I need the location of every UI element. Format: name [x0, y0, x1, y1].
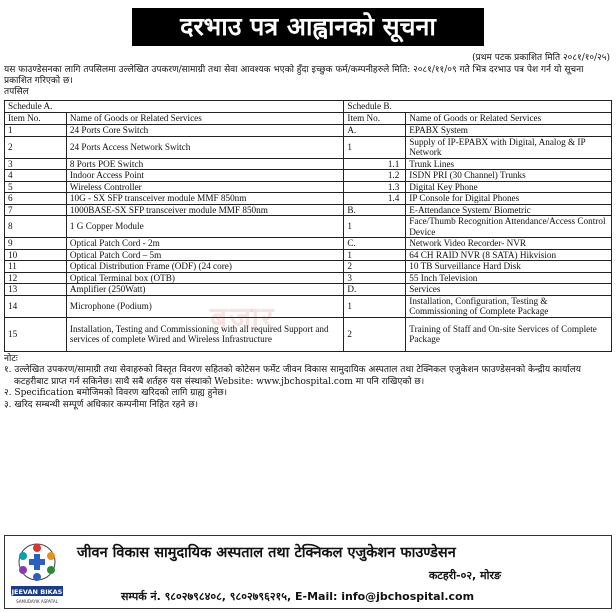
tapsil-label: तपसिल [4, 87, 29, 97]
schedule-table [4, 100, 612, 352]
notes-section [4, 354, 612, 412]
schedule-a-item-no: 12 [5, 272, 67, 284]
column-header-row [5, 113, 612, 125]
footer [4, 535, 612, 609]
schedule-b-label: Schedule B. [344, 101, 612, 113]
schedule-b-item-name: Supply of IP-EPABX with Digital, Analog & IP Network [406, 136, 612, 158]
schedule-row [5, 125, 612, 137]
schedule-a-item-name: Optical Distribution Frame (ODF) (24 core) [66, 261, 343, 273]
schedule-a-item-name: 8 Ports POE Switch [66, 158, 343, 170]
schedule-a-item-name: Optical Patch Cord – 5m [66, 249, 343, 261]
schedule-b-item-name: 10 TB Surveillance Hard Disk [406, 261, 612, 273]
schedule-a-item-no: 9 [5, 238, 67, 250]
schedule-b-item-no: D. [344, 284, 406, 296]
schedule-b-item-no: A. [344, 125, 406, 137]
schedule-b-item-name: Installation, Configuration, Testing & Commissioning of Complete Package [406, 295, 612, 317]
schedule-b-item-name: Face/Thumb Recognition Attendance/Access Control Device [406, 216, 612, 238]
organization-logo [9, 540, 65, 606]
schedule-a-label: Schedule A. [5, 101, 344, 113]
schedule-a-item-name: Amplifier (250Watt) [66, 284, 343, 296]
schedule-b-col-name: Name of Goods or Related Services [406, 113, 612, 125]
note-item: ३. खरिद सम्बन्धी सम्पूर्ण अधिकार कम्पनीमा निहित रहने छ। [4, 399, 199, 410]
schedule-b-item-name: EPABX System [406, 125, 612, 137]
schedule-b-item-no: 1 [344, 216, 406, 238]
schedule-row [5, 193, 612, 205]
notice-title: दरभाउ पत्र आह्वानको सूचना [132, 8, 484, 46]
schedule-b-item-name: 55 Inch Television [406, 272, 612, 284]
schedule-a-item-no: 3 [5, 158, 67, 170]
schedule-b-item-no: C. [344, 238, 406, 250]
schedule-a-item-no: 11 [5, 261, 67, 273]
schedule-row [5, 136, 612, 158]
schedule-label-row [5, 101, 612, 113]
contact-info: सम्पर्क नं. ९८०२७९८४०८, ९८०२७९६२१५, E-Mail: info@jbchospital.com [121, 590, 475, 603]
logo-subtext: SAMUDAYIK ASPATAL [16, 599, 58, 604]
schedule-a-item-no: 13 [5, 284, 67, 296]
schedule-b-item-name: Digital Key Phone [406, 181, 612, 193]
schedule-a-item-no: 6 [5, 193, 67, 205]
schedule-a-item-name: Installation, Testing and Commissioning with all required Support and services of complete Wired and Wireless Infrastructure [66, 317, 343, 351]
schedule-a-item-no: 7 [5, 204, 67, 216]
schedule-a-item-no: 15 [5, 317, 67, 351]
schedule-b-item-name: Network Video Recorder- NVR [406, 238, 612, 250]
schedule-a-item-name: Optical Patch Cord - 2m [66, 238, 343, 250]
schedule-a-item-no: 4 [5, 170, 67, 182]
schedule-a-item-name: Wireless Controller [66, 181, 343, 193]
schedule-b-item-name: ISDN PRI (30 Channel) Trunks [406, 170, 612, 182]
schedule-b-item-name: E-Attendance System/ Biometric [406, 204, 612, 216]
publication-date: (प्रथम पटक प्रकाशित मिति २०८१/१०/२५) [472, 53, 610, 63]
schedule-a-item-name: Microphone (Podium) [66, 295, 343, 317]
notes-label: नोटः [4, 353, 18, 364]
schedule-b-item-no: 1 [344, 136, 406, 158]
schedule-row [5, 170, 612, 182]
schedule-a-item-name: 24 Ports Core Switch [66, 125, 343, 137]
schedule-row [5, 158, 612, 170]
schedule-a-item-name: 10G - SX SFP transceiver module MMF 850nm [66, 193, 343, 205]
schedule-row [5, 272, 612, 284]
schedule-a-item-no: 14 [5, 295, 67, 317]
schedule-a-item-name: 1000BASE-SX SFP transceiver module MMF 850nm [66, 204, 343, 216]
organization-name: जीवन विकास सामुदायिक अस्पताल तथा टेक्निकल एजुकेशन फाउण्डेसन [77, 545, 456, 561]
schedule-a-item-no: 10 [5, 249, 67, 261]
schedule-b-item-no: 1.1 [344, 158, 406, 170]
schedule-row [5, 216, 612, 238]
schedule-row [5, 204, 612, 216]
schedule-b-item-no: 3 [344, 272, 406, 284]
schedule-b-item-name: Services [406, 284, 612, 296]
note-item: २. Specification बमोजिमको विवरण खरिदको लागि ग्राह्य हुनेछ। [4, 388, 228, 398]
schedule-a-item-name: Indoor Access Point [66, 170, 343, 182]
schedule-b-item-no: 2 [344, 317, 406, 351]
schedule-b-item-no: 1.3 [344, 181, 406, 193]
schedule-a-item-no: 5 [5, 181, 67, 193]
note-item: १. उल्लेखित उपकरण/सामाग्री तथा सेवाहरुको विस्तृत विवरण सहितको कोटेसन फर्मेट जीवन विकास सामुदायिक अस्पताल तथा टेक्निकल एजुकेशन फाउण्डेसनको केन्द्रीय कार्यालय कटहरीबाट प्राप्त गर्न सकिनेछ। साथै सबै शर्तहरु यस संस्थाको Website: www.jbchospital.com मा पनि राखिएको छ। [4, 365, 582, 387]
schedule-b-item-name: Trunk Lines [406, 158, 612, 170]
schedule-b-item-no: 1.4 [344, 193, 406, 205]
schedule-b-item-no: 2 [344, 261, 406, 273]
schedule-a-col-name: Name of Goods or Related Services [66, 113, 343, 125]
schedule-row [5, 284, 612, 296]
watermark: बजार [210, 301, 276, 336]
schedule-row [5, 261, 612, 273]
schedule-b-item-no: 1 [344, 249, 406, 261]
schedule-b-item-name: IP Console for Digital Phones [406, 193, 612, 205]
schedule-b-item-no: 1 [344, 295, 406, 317]
logo-text: JEEVAN BIKAS [11, 588, 63, 596]
schedule-a-item-name: 1 G Copper Module [66, 216, 343, 238]
schedule-a-item-no: 2 [5, 136, 67, 158]
schedule-row [5, 295, 612, 317]
intro-text: यस फाउण्डेसनका लागि तपसिलमा उल्लेखित उपकरण/सामाग्री तथा सेवा आवश्यक भएको हुँदा इच्छुक फर्म/कम्पनीहरुले मिति: २०८१/११/०९ गते भित्र दरभाउ पत्र पेश गर्न यो सूचना प्रकाशित गरिएको छ। [4, 65, 584, 86]
schedule-b-item-name: 64 CH RAID NVR (8 SATA) Hikvision [406, 249, 612, 261]
schedule-b-col-no: Item No. [344, 113, 406, 125]
schedule-a-item-no: 1 [5, 125, 67, 137]
schedule-b-item-name: Training of Staff and On-site Services of Complete Package [406, 317, 612, 351]
schedule-row [5, 181, 612, 193]
schedule-a-item-name: Optical Terminal box (OTB) [66, 272, 343, 284]
schedule-row [5, 249, 612, 261]
schedule-row [5, 317, 612, 351]
schedule-b-item-no: B. [344, 204, 406, 216]
schedule-a-item-no: 8 [5, 216, 67, 238]
schedule-b-item-no: 1.2 [344, 170, 406, 182]
organization-address: कटहरी-०२, मोरङ [428, 569, 501, 582]
schedule-a-col-no: Item No. [5, 113, 67, 125]
schedule-row [5, 238, 612, 250]
schedule-a-item-name: 24 Ports Access Network Switch [66, 136, 343, 158]
